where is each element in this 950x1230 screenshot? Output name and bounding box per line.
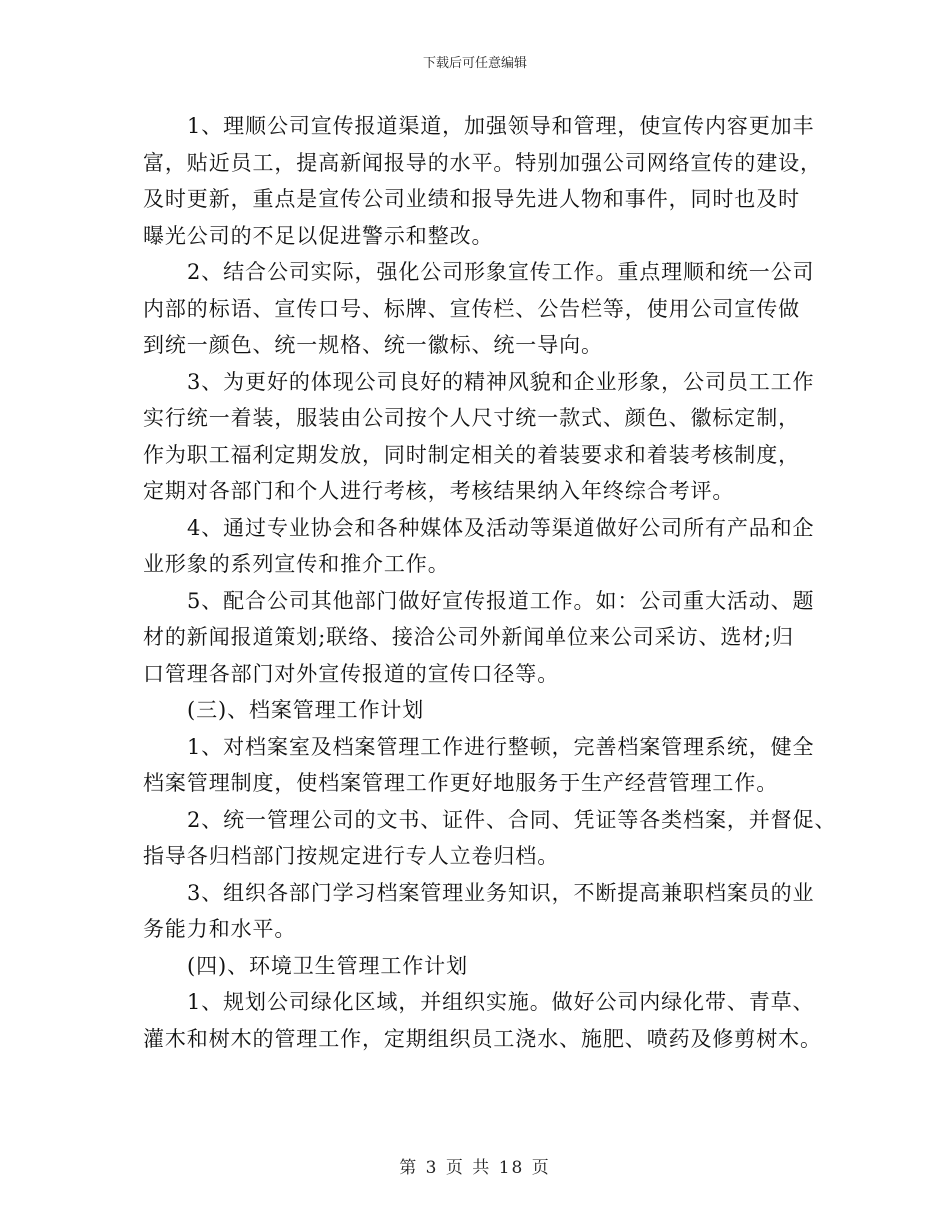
text-line: 材的新闻报道策划;联络、接洽公司外新闻单位来公司采访、选材;归 — [143, 625, 795, 649]
text-line: 3、组织各部门学习档案管理业务知识，不断提高兼职档案员的业 — [187, 880, 815, 905]
text-line: 富，贴近员工，提高新闻报导的水平。特别加强公司网络宣传的建设， — [143, 150, 822, 175]
text-line: (三)、档案管理工作计划 — [187, 698, 425, 722]
text-line: 2、结合公司实际，强化公司形象宣传工作。重点理顺和统一公司 — [187, 260, 815, 284]
text-line: 指导各归档部门按规定进行专人立卷归档。 — [143, 844, 560, 868]
text-line: (四)、环境卫生管理工作计划 — [187, 953, 468, 978]
text-line: 实行统一着装，服装由公司按个人尺寸统一款式、颜色、徽标定制， — [143, 406, 800, 430]
text-line: 1、规划公司绿化区域，并组织实施。做好公司内绿化带、青草、 — [187, 990, 815, 1014]
text-line: 务能力和水平。 — [143, 917, 297, 941]
text-line: 5、配合公司其他部门做好宣传报道工作。如：公司重大活动、题 — [187, 588, 815, 613]
text-line: 档案管理制度，使档案管理工作更好地服务于生产经营管理工作。 — [143, 771, 779, 795]
text-line: 到统一颜色、统一规格、统一徽标、统一导向。 — [143, 333, 603, 357]
text-line: 内部的标语、宣传口号、标牌、宣传栏、公告栏等，使用公司宣传做 — [143, 296, 800, 321]
text-line: 曝光公司的不足以促进警示和整改。 — [143, 223, 494, 248]
text-line: 口管理各部门对外宣传报道的宣传口径等。 — [143, 661, 560, 686]
text-line: 4、通过专业协会和各种媒体及活动等渠道做好公司所有产品和企 — [187, 515, 815, 540]
text-line: 2、统一管理公司的文书、证件、合同、凭证等各类档案，并督促、 — [187, 807, 837, 832]
text-line: 1、理顺公司宣传报道渠道，加强领导和管理，使宣传内容更加丰 — [187, 114, 815, 138]
text-line: 及时更新，重点是宣传公司业绩和报导先进人物和事件，同时也及时 — [143, 187, 800, 211]
text-line: 定期对各部门和个人进行考核，考核结果纳入年终综合考评。 — [143, 479, 735, 503]
text-line: 业形象的系列宣传和推介工作。 — [143, 552, 450, 576]
page-header: 下载后可任意编辑 — [422, 56, 527, 71]
document-body — [143, 108, 837, 1057]
text-line: 1、对档案室及档案管理工作进行整顿，完善档案管理系统，健全 — [187, 734, 815, 759]
text-line: 灌木和树木的管理工作，定期组织员工浇水、施肥、喷药及修剪树木。 — [143, 1026, 822, 1051]
page-footer: 第 3 页 共 18 页 — [399, 1158, 551, 1178]
text-line: 3、为更好的体现公司良好的精神风貌和企业形象，公司员工工作 — [187, 369, 815, 394]
text-line: 作为职工福利定期发放，同时制定相关的着装要求和着装考核制度， — [143, 442, 800, 467]
